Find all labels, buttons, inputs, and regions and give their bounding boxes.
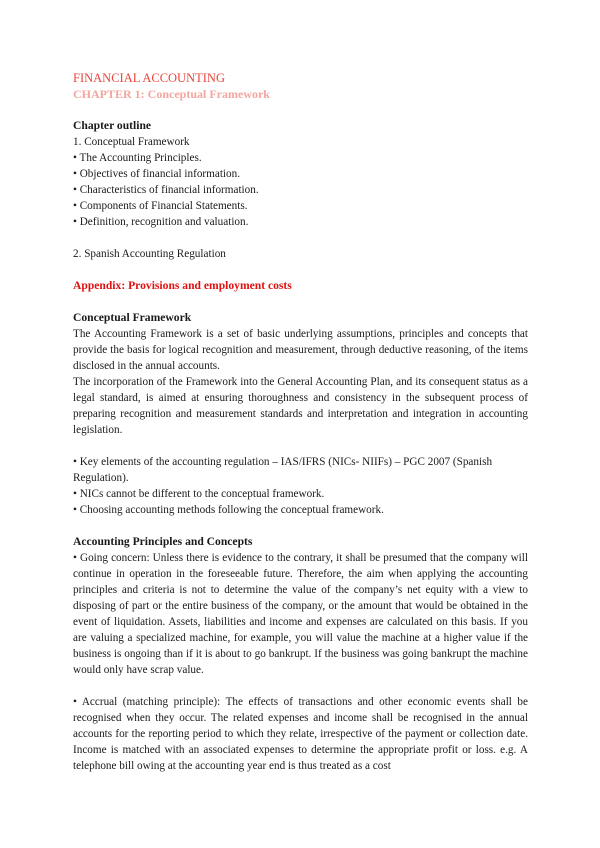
outline-item-1: 1. Conceptual Framework [73,136,190,148]
outline-bullet: • The Accounting Principles. [73,152,202,164]
document-title: FINANCIAL ACCOUNTING [73,71,225,85]
principles-heading: Accounting Principles and Concepts [73,535,253,548]
appendix-heading: Appendix: Provisions and employment costs [73,279,292,292]
framework-bullet: • Choosing accounting methods following the conceptual framework. [73,504,384,516]
principle-accrual: • Accrual (matching principle): The effects of transactions and other economic events shall be recognised when they occur. The related expenses and income shall be recognised in the annual accounts for the reporting period to which they relate, irrespective of the payment or collection date. Income is matched with an associated expenses to determine the appropriate profit or loss. e.g. A telephone bill owing at the accounting year end is thus treated as a cost [73,696,528,772]
framework-bullet: • NICs cannot be different to the conceptual framework. [73,488,325,500]
outline-item-2: 2. Spanish Accounting Regulation [73,248,226,260]
outline-bullet: • Definition, recognition and valuation. [73,216,249,228]
outline-bullet: • Objectives of financial information. [73,168,241,180]
framework-bullet: • Key elements of the accounting regulation – IAS/IFRS (NICs- NIIFs) – PGC 2007 (Spanish Regulation). [73,456,493,484]
outline-bullet: • Characteristics of financial information. [73,184,259,196]
framework-paragraph: The Accounting Framework is a set of basic underlying assumptions, principles and concepts that provide the basis for logical recognition and measurement, through deductive reasoning, of the items disclosed in the annual accounts. [73,328,528,372]
framework-paragraph: The incorporation of the Framework into the General Accounting Plan, and its consequent status as a legal standard, is aimed at ensuring thoroughness and consistency in the subsequent process of preparing recognition and measurement standards and interpretation and integration in accounting legislation. [73,376,528,436]
framework-heading: Conceptual Framework [73,311,192,324]
principle-going-concern: • Going concern: Unless there is evidence to the contrary, it shall be presumed that the company will continue in operation in the foreseeable future. Therefore, the aim when applying the accounting principles and criteria is not to determine the value of the company’s net equity with a view to disposing of part or the entire business of the company, or the amount that would be obtained in the event of liquidation. Assets, liabilities and income and expenses are calculated on this basis. If you are valuing a specialized machine, for example, you will value the machine at a higher value if the business is ongoing than if it is about to go bankrupt. If the business was going bankrupt the machine would only have scrap value. [73,552,528,676]
document-body [73,70,528,774]
outline-bullet: • Components of Financial Statements. [73,200,248,212]
chapter-subtitle: CHAPTER 1: Conceptual Framework [73,87,270,101]
outline-heading: Chapter outline [73,119,152,132]
